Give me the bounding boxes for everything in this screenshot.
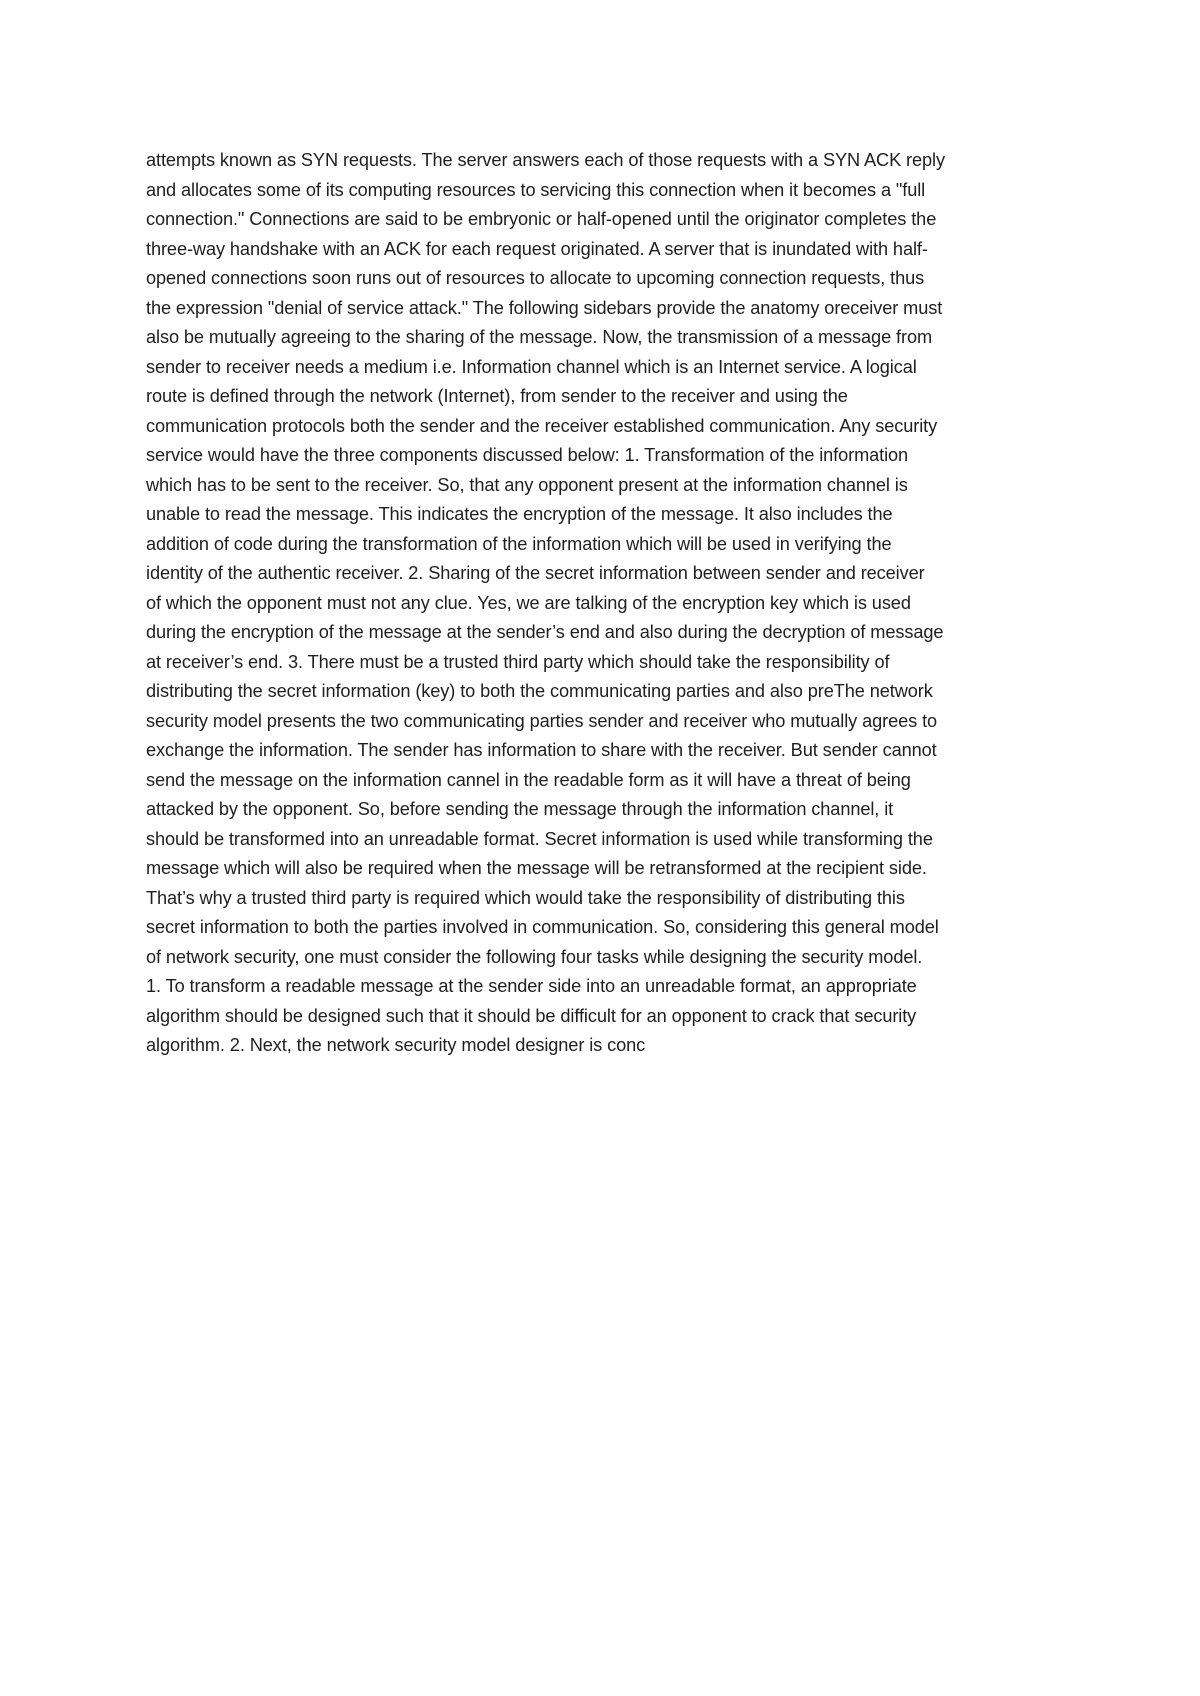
body-text bbox=[146, 146, 1068, 1061]
text-line: of network security, one must consider the following four tasks while designing the security model. bbox=[146, 946, 923, 967]
text-line: three-way handshake with an ACK for each request originated. A server that is inundated with half- bbox=[146, 238, 928, 259]
text-line: send the message on the information cannel in the readable form as it will have a threat of being bbox=[146, 769, 911, 790]
text-line: addition of code during the transformation of the information which will be used in verifying the bbox=[146, 533, 892, 554]
text-line: which has to be sent to the receiver. So, that any opponent present at the information channel is bbox=[146, 474, 908, 495]
text-line: 1. To transform a readable message at the sender side into an unreadable format, an appropriate bbox=[146, 976, 917, 996]
text-line: at receiver’s end. 3. There must be a trusted third party which should take the responsibility of bbox=[146, 651, 890, 672]
text-line: exchange the information. The sender has information to share with the receiver. But sender cannot bbox=[146, 740, 937, 760]
text-line: identity of the authentic receiver. 2. Sharing of the secret information between sender and receiver bbox=[146, 563, 925, 583]
text-line: algorithm should be designed such that it should be difficult for an opponent to crack that security bbox=[146, 1005, 917, 1026]
text-line: service would have the three components discussed below: 1. Transformation of the information bbox=[146, 445, 909, 465]
text-line: during the encryption of the message at the sender’s end and also during the decryption of message bbox=[146, 622, 944, 642]
text-line: of which the opponent must not any clue. Yes, we are talking of the encryption key which is used bbox=[146, 592, 911, 613]
text-line: and allocates some of its computing resources to servicing this connection when it becomes a "full bbox=[146, 179, 926, 200]
text-line: unable to read the message. This indicates the encryption of the message. It also includes the bbox=[146, 504, 893, 524]
text-line: communication protocols both the sender and the receiver established communication. Any security bbox=[146, 415, 938, 436]
text-line: That’s why a trusted third party is required which would take the responsibility of distributing this bbox=[146, 887, 905, 908]
text-line: algorithm. 2. Next, the network security model designer is conc bbox=[146, 1035, 646, 1055]
text-line: distributing the secret information (key) to both the communicating parties and also preThe network bbox=[146, 681, 933, 701]
text-line: sender to receiver needs a medium i.e. Information channel which is an Internet service. A logical bbox=[146, 356, 917, 377]
text-line: opened connections soon runs out of resources to allocate to upcoming connection requests, thus bbox=[146, 268, 925, 288]
text-line: secret information to both the parties involved in communication. So, considering this general model bbox=[146, 917, 939, 937]
text-line: also be mutually agreeing to the sharing of the message. Now, the transmission of a message from bbox=[146, 327, 933, 347]
text-line: message which will also be required when the message will be retransformed at the recipient side. bbox=[146, 858, 927, 878]
text-line: connection." Connections are said to be embryonic or half-opened until the originator completes the bbox=[146, 209, 937, 229]
text-line: attacked by the opponent. So, before sending the message through the information channel, it bbox=[146, 799, 894, 819]
text-line: attempts known as SYN requests. The server answers each of those requests with a SYN ACK reply bbox=[146, 150, 945, 170]
text-line: should be transformed into an unreadable format. Secret information is used while transforming the bbox=[146, 828, 933, 849]
text-line: route is defined through the network (Internet), from sender to the receiver and using the bbox=[146, 386, 848, 406]
text-line: the expression "denial of service attack." The following sidebars provide the anatomy oreceiver must bbox=[146, 297, 943, 318]
text-line: security model presents the two communicating parties sender and receiver who mutually agrees to bbox=[146, 710, 938, 731]
